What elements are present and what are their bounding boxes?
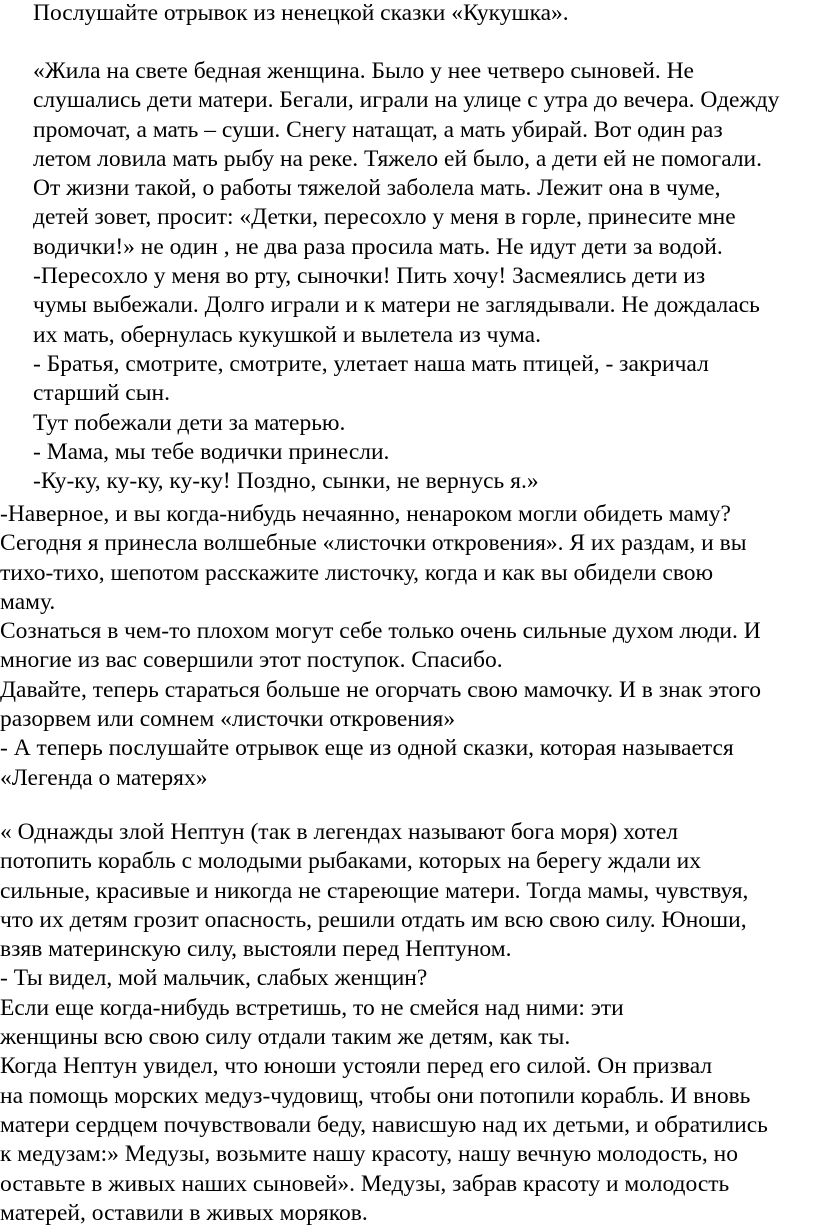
text-line: Сегодня я принесла волшебные «листочки откровения». Я их раздам, и вы bbox=[0, 530, 747, 557]
text-line: женщины всю свою силу отдали таким же детям, как ты. bbox=[0, 1024, 571, 1051]
tale-kukushka bbox=[33, 57, 816, 496]
teacher-speech bbox=[0, 500, 816, 793]
text-line: -Ку-ку, ку-ку, ку-ку! Поздно, сынки, не вернусь я.» bbox=[33, 468, 539, 495]
text-line: многие из вас совершили этот поступок. Спасибо. bbox=[0, 647, 503, 674]
text-line: что их детям грозит опасность, решили отдать им всю свою силу. Юноши, bbox=[0, 906, 747, 933]
text-line: маму. bbox=[0, 588, 56, 615]
text-line: старший сын. bbox=[33, 380, 170, 407]
text-line: От жизни такой, о работы тяжелой заболела мать. Лежит она в чуме, bbox=[33, 175, 721, 202]
text-line: «Жила на свете бедная женщина. Было у нее четверо сыновей. Не bbox=[33, 58, 694, 84]
text-line: Тут побежали дети за матерью. bbox=[33, 409, 346, 436]
text-line: водички!» не один , не два раза просила мать. Не идут дети за водой. bbox=[33, 233, 723, 260]
text-line: промочат, а мать – суши. Снегу натащат, а мать убирай. Вот один раз bbox=[33, 116, 723, 143]
text-line: разорвем или сомнем «листочки откровения» bbox=[0, 706, 456, 733]
text-line: чумы выбежали. Долго играли и к матери не заглядывали. Не дождалась bbox=[33, 292, 760, 319]
text-line: Давайте, теперь стараться больше не огорчать свою мамочку. И в знак этого bbox=[0, 676, 761, 703]
text-line: - Братья, смотрите, смотрите, улетает наша мать птицей, - закричал bbox=[33, 350, 709, 377]
text-line: тихо-тихо, шепотом расскажите листочку, когда и как вы обидели свою bbox=[0, 559, 714, 586]
text-line: -Наверное, и вы когда-нибудь нечаянно, ненароком могли обидеть маму? bbox=[0, 501, 731, 527]
legend-of-mothers bbox=[0, 818, 816, 1228]
text-line: сильные, красивые и никогда не стареющие матери. Тогда мамы, чувствуя, bbox=[0, 877, 749, 904]
text-line: матери сердцем почувствовали беду, нависшую над их детьми, и обратились bbox=[0, 1111, 768, 1138]
text-line: « Однажды злой Нептун (так в легендах называют бога моря) хотел bbox=[0, 819, 678, 845]
text-line: -Пересохло у меня во рту, сыночки! Пить хочу! Засмеялись дети из bbox=[33, 263, 706, 290]
text-line: - Ты видел, мой мальчик, слабых женщин? bbox=[0, 965, 428, 992]
text-line: взяв материнскую силу, выстояли перед Нептуном. bbox=[0, 936, 512, 963]
text-line: на помощь морских медуз-чудовищ, чтобы они потопили корабль. И вновь bbox=[0, 1082, 751, 1109]
page-title: Послушайте отрывок из ненецкой сказки «Кукушка». bbox=[33, 0, 569, 26]
text-line: Сознаться в чем-то плохом могут себе только очень сильные духом люди. И bbox=[0, 618, 761, 645]
text-line: - Мама, мы тебе водички принесли. bbox=[33, 438, 390, 465]
text-line: Если еще когда-нибудь встретишь, то не смейся над ними: эти bbox=[0, 994, 624, 1021]
text-line: матерей, оставили в живых моряков. bbox=[0, 1199, 368, 1226]
text-line: потопить корабль с молодыми рыбаками, которых на берегу ждали их bbox=[0, 848, 701, 875]
text-line: к медузам:» Медузы, возьмите нашу красоту, нашу вечную молодость, но bbox=[0, 1141, 738, 1168]
text-line: оставьте в живых наших сыновей». Медузы, забрав красоту и молодость bbox=[0, 1170, 730, 1197]
text-line: «Легенда о матерях» bbox=[0, 764, 208, 791]
text-line: их мать, обернулась кукушкой и вылетела из чума. bbox=[33, 321, 541, 348]
text-line: слушались дети матери. Бегали, играли на улице с утра до вечера. Одежду bbox=[33, 87, 780, 114]
text-line: детей зовет, просит: «Детки, пересохло у меня в горле, принесите мне bbox=[33, 204, 736, 231]
text-line: - А теперь послушайте отрывок еще из одной сказки, которая называется bbox=[0, 735, 734, 762]
text-line: летом ловила мать рыбу на реке. Тяжело ей было, а дети ей не помогали. bbox=[33, 145, 763, 172]
text-line: Когда Нептун увидел, что юноши устояли перед его силой. Он призвал bbox=[0, 1053, 713, 1080]
